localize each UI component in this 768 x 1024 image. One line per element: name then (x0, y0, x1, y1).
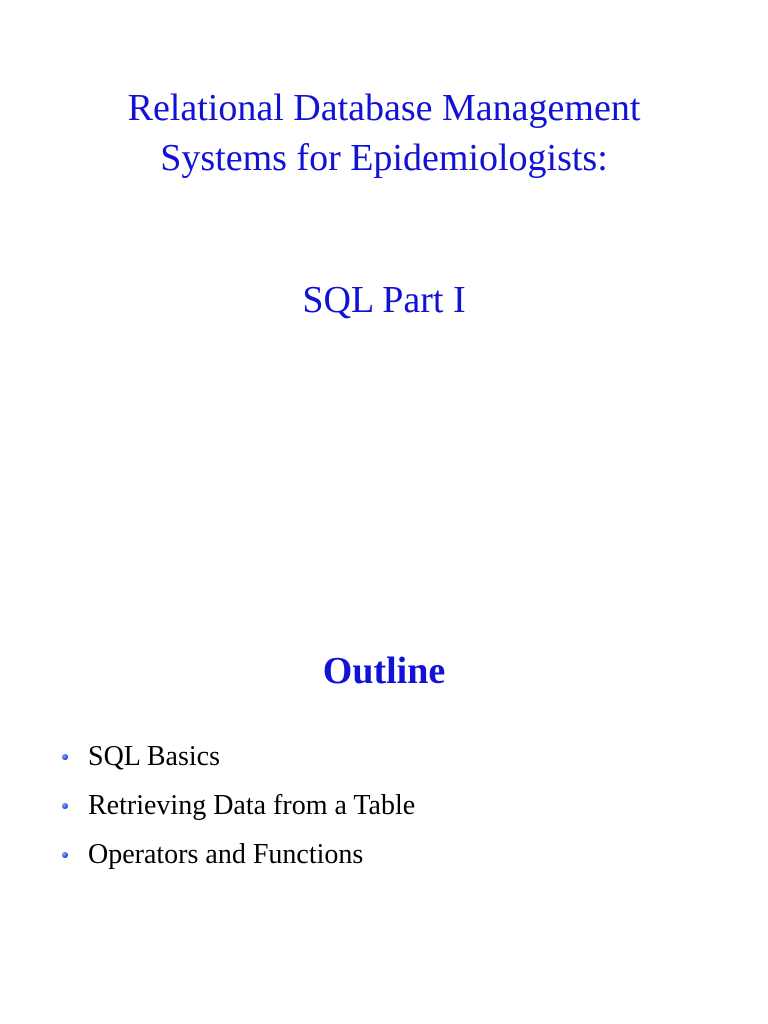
bullet-text: Operators and Functions (88, 838, 364, 870)
bullet-item-retrieving-data (62, 781, 415, 830)
slide-title-line-1: Relational Database Management (127, 87, 641, 129)
bullet-icon (62, 803, 68, 809)
bullet-text: Retrieving Data from a Table (88, 789, 416, 821)
outline-heading: Outline (322, 650, 446, 692)
bullet-item-operators-functions (62, 830, 415, 879)
slide-subtitle: SQL Part I (302, 279, 466, 321)
bullet-icon (62, 852, 68, 858)
outline-bullet-list (62, 732, 415, 879)
bullet-icon (62, 754, 68, 760)
bullet-item-sql-basics (62, 732, 415, 781)
outline-slide (0, 512, 768, 1024)
bullet-text: SQL Basics (88, 740, 220, 772)
slide-title-line-2: Systems for Epidemiologists: (160, 137, 608, 179)
